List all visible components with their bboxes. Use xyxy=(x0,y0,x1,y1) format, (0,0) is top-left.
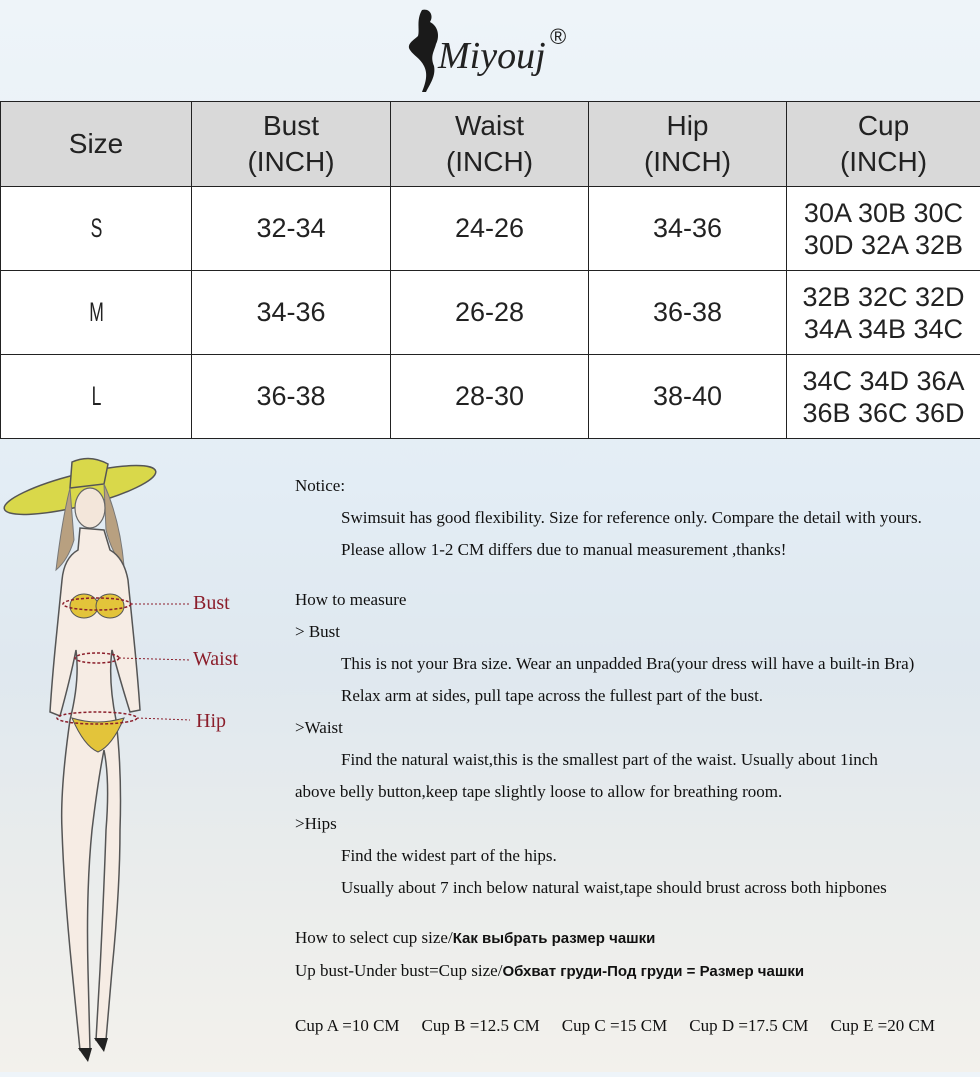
waist-cell: 26-28 xyxy=(391,271,589,355)
cup-cell: 34C 34D 36A 36B 36C 36D xyxy=(787,355,980,439)
hip-cell: 36-38 xyxy=(589,271,787,355)
bust-cell: 36-38 xyxy=(192,355,391,439)
brand-name: Miyouj xyxy=(438,34,546,78)
header-cup: Cup (INCH) xyxy=(787,102,980,187)
bust-instruction: Relax arm at sides, pull tape across the fullest part of the bust. xyxy=(295,680,980,712)
brand-logo xyxy=(400,6,600,94)
header-size: Size xyxy=(1,102,192,187)
hip-cell: 38-40 xyxy=(589,355,787,439)
table-row xyxy=(1,271,980,355)
bust-label: Bust xyxy=(193,592,230,615)
notice-line: Swimsuit has good flexibility. Size for reference only. Compare the detail with yours. xyxy=(295,502,980,534)
hips-instruction: Find the widest part of the hips. xyxy=(295,840,980,872)
cup-size-item: Cup C =15 CM xyxy=(562,1010,667,1042)
cup-size-item: Cup D =17.5 CM xyxy=(689,1010,808,1042)
header-waist: Waist (INCH) xyxy=(391,102,589,187)
measurement-figure xyxy=(0,450,290,1072)
waist-instruction: above belly button,keep tape slightly loose to allow for breathing room. xyxy=(295,776,980,808)
bust-cell: 32-34 xyxy=(192,187,391,271)
size-notes xyxy=(295,470,980,1042)
hip-cell: 34-36 xyxy=(589,187,787,271)
cup-select-line: How to select cup size/Как выбрать размер чашки xyxy=(295,922,980,955)
how-to-measure-title: How to measure xyxy=(295,584,980,616)
cup-size-item: Cup A =10 CM xyxy=(295,1010,400,1042)
waist-section-title: >Waist xyxy=(295,712,980,744)
header-bust: Bust (INCH) xyxy=(192,102,391,187)
cup-size-item: Cup E =20 CM xyxy=(830,1010,935,1042)
table-header-row xyxy=(1,102,980,187)
waist-label: Waist xyxy=(193,648,238,671)
size-cell: M xyxy=(34,271,158,355)
waist-instruction: Find the natural waist,this is the smallest part of the waist. Usually about 1inch xyxy=(295,744,980,776)
header-hip: Hip (INCH) xyxy=(589,102,787,187)
size-cell: S xyxy=(34,187,158,271)
bust-section-title: > Bust xyxy=(295,616,980,648)
bust-instruction: This is not your Bra size. Wear an unpadded Bra(your dress will have a built-in Bra) xyxy=(295,648,980,680)
waist-cell: 28-30 xyxy=(391,355,589,439)
hips-instruction: Usually about 7 inch below natural waist,tape should brust across both hipbones xyxy=(295,872,980,904)
hips-section-title: >Hips xyxy=(295,808,980,840)
hip-label: Hip xyxy=(196,710,226,733)
cup-formula-line: Up bust-Under bust=Cup size/Обхват груди-Под груди = Размер чашки xyxy=(295,955,980,988)
table-row xyxy=(1,187,980,271)
size-cell: L xyxy=(34,355,158,439)
woman-sketch-illustration xyxy=(0,450,290,1072)
waist-cell: 24-26 xyxy=(391,187,589,271)
size-chart-table xyxy=(0,101,980,439)
notice-line: Please allow 1-2 CM differs due to manual measurement ,thanks! xyxy=(295,534,980,566)
cup-size-item: Cup B =12.5 CM xyxy=(422,1010,540,1042)
registered-mark: ® xyxy=(550,24,566,50)
bust-cell: 34-36 xyxy=(192,271,391,355)
cup-cell: 30A 30B 30C 30D 32A 32B xyxy=(787,187,980,271)
notice-title: Notice: xyxy=(295,470,980,502)
table-row xyxy=(1,355,980,439)
cup-cell: 32B 32C 32D 34A 34B 34C xyxy=(787,271,980,355)
cup-size-list xyxy=(295,1010,980,1042)
